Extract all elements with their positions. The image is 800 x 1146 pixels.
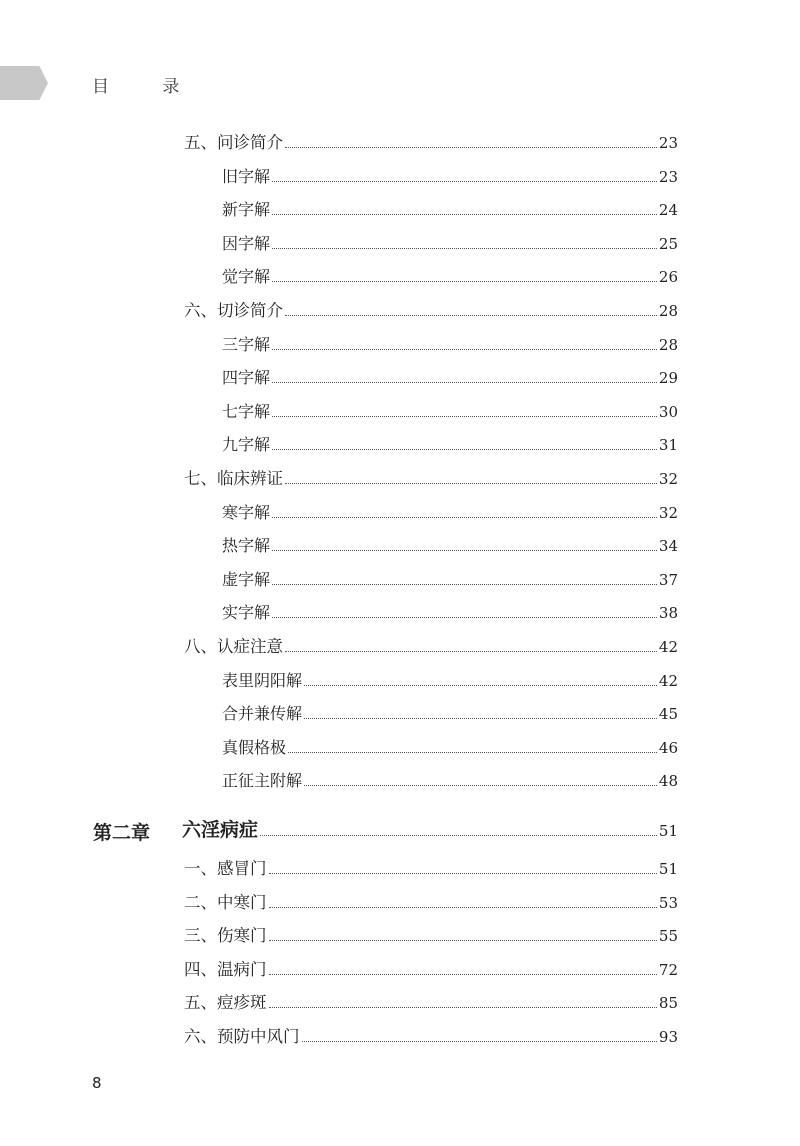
toc-entry-title: 正征主附解 [222, 771, 303, 790]
toc-entry[interactable] [184, 858, 678, 880]
toc-entry[interactable] [222, 703, 678, 725]
toc-entry-title: 七、临床辨证 [184, 469, 283, 488]
toc-entry-page: 93 [658, 1028, 678, 1046]
toc-entry[interactable] [222, 334, 678, 356]
toc-entry[interactable] [222, 367, 678, 389]
toc-entry-title: 热字解 [222, 536, 271, 555]
toc-entry-title: 六、切诊简介 [184, 301, 283, 320]
toc-entry-page: 45 [658, 705, 678, 723]
toc-entry-title: 三字解 [222, 335, 271, 354]
toc-entry[interactable] [222, 670, 678, 692]
section-tab-marker [0, 66, 48, 100]
dot-leader [272, 180, 657, 182]
dot-leader [272, 280, 657, 282]
toc-entry-page: 38 [658, 604, 678, 622]
dot-leader [269, 872, 657, 874]
dot-leader [272, 348, 657, 350]
toc-entry-title: 新字解 [222, 200, 271, 219]
toc-entry-title: 旧字解 [222, 167, 271, 186]
toc-entry[interactable] [184, 636, 678, 658]
toc-entry[interactable] [184, 892, 678, 914]
toc-entry-title: 寒字解 [222, 503, 271, 522]
dot-leader [304, 784, 657, 786]
toc-entry[interactable] [184, 992, 678, 1014]
toc-entry-title: 合并兼传解 [222, 704, 303, 723]
dot-leader [272, 381, 657, 383]
dot-leader [302, 1040, 657, 1042]
toc-entry-title: 五、问诊简介 [184, 133, 283, 152]
page-header-title: 目 录 [92, 77, 204, 97]
dot-leader [260, 834, 657, 836]
page-number: 8 [92, 1074, 102, 1092]
dot-leader [285, 650, 657, 652]
toc-entry-page: 26 [658, 268, 678, 286]
dot-leader [304, 684, 657, 686]
toc-entry-title: 九字解 [222, 435, 271, 454]
toc-entry[interactable] [222, 602, 678, 624]
toc-entry[interactable] [222, 401, 678, 423]
toc-entry[interactable] [184, 959, 678, 981]
dot-leader [269, 973, 657, 975]
toc-entry[interactable] [222, 199, 678, 221]
dot-leader [272, 583, 657, 585]
toc-entry-page: 34 [658, 537, 678, 555]
toc-entry[interactable] [184, 468, 678, 490]
toc-entry-page: 24 [658, 201, 678, 219]
dot-leader [269, 906, 657, 908]
toc-entry-page: 23 [658, 134, 678, 152]
chapter-entry[interactable] [182, 818, 678, 842]
toc-entry-title: 八、认症注意 [184, 637, 283, 656]
chapter-page: 51 [658, 822, 678, 840]
toc-entry-page: 72 [658, 961, 678, 979]
toc-entry[interactable] [222, 434, 678, 456]
toc-entry-title: 因字解 [222, 234, 271, 253]
dot-leader [269, 1006, 657, 1008]
toc-entry-page: 32 [658, 470, 678, 488]
toc-entry[interactable] [222, 166, 678, 188]
chapter-title: 六淫病症 [182, 819, 259, 841]
toc-entry[interactable] [222, 233, 678, 255]
dot-leader [272, 516, 657, 518]
chapter-number[interactable]: 第二章 [93, 822, 151, 844]
toc-entry-page: 31 [658, 436, 678, 454]
toc-entry-title: 一、感冒门 [184, 859, 267, 878]
dot-leader [269, 939, 657, 941]
toc-entry-page: 51 [658, 860, 678, 878]
dot-leader [288, 751, 657, 753]
toc-entry-title: 真假格极 [222, 738, 287, 757]
toc-entry[interactable] [222, 535, 678, 557]
toc-entry-page: 46 [658, 739, 678, 757]
dot-leader [285, 482, 657, 484]
dot-leader [272, 247, 657, 249]
toc-entry-page: 85 [658, 994, 678, 1012]
toc-entry[interactable] [184, 925, 678, 947]
toc-entry-page: 42 [658, 672, 678, 690]
dot-leader [272, 549, 657, 551]
toc-entry[interactable] [222, 266, 678, 288]
toc-entry-title: 六、预防中风门 [184, 1027, 300, 1046]
toc-entry-page: 48 [658, 772, 678, 790]
toc-entry[interactable] [222, 737, 678, 759]
dot-leader [272, 616, 657, 618]
toc-entry-title: 表里阴阳解 [222, 671, 303, 690]
dot-leader [272, 415, 657, 417]
toc-entry[interactable] [222, 569, 678, 591]
toc-entry-title: 四、温病门 [184, 960, 267, 979]
toc-entry-title: 四字解 [222, 368, 271, 387]
toc-entry-title: 二、中寒门 [184, 893, 267, 912]
toc-entry-title: 实字解 [222, 603, 271, 622]
toc-entry-title: 七字解 [222, 402, 271, 421]
dot-leader [285, 314, 657, 316]
toc-entry-page: 28 [658, 302, 678, 320]
toc-entry-title: 虚字解 [222, 570, 271, 589]
toc-entry[interactable] [184, 300, 678, 322]
toc-entry-page: 37 [658, 571, 678, 589]
dot-leader [285, 146, 657, 148]
dot-leader [272, 213, 657, 215]
toc-entry-title: 三、伤寒门 [184, 926, 267, 945]
toc-entry-page: 28 [658, 336, 678, 354]
toc-entry-page: 29 [658, 369, 678, 387]
dot-leader [272, 448, 657, 450]
toc-entry[interactable] [184, 1026, 678, 1048]
toc-entry[interactable] [222, 770, 678, 792]
toc-entry-title: 觉字解 [222, 267, 271, 286]
toc-entry-page: 55 [658, 927, 678, 945]
toc-entry-page: 32 [658, 504, 678, 522]
toc-entry-title: 五、痘疹斑 [184, 993, 267, 1012]
toc-entry-page: 23 [658, 168, 678, 186]
toc-entry-page: 42 [658, 638, 678, 656]
toc-entry-page: 25 [658, 235, 678, 253]
toc-entry-page: 53 [658, 894, 678, 912]
toc-entry[interactable] [184, 132, 678, 154]
toc-entry-page: 30 [658, 403, 678, 421]
dot-leader [304, 717, 657, 719]
toc-entry[interactable] [222, 502, 678, 524]
